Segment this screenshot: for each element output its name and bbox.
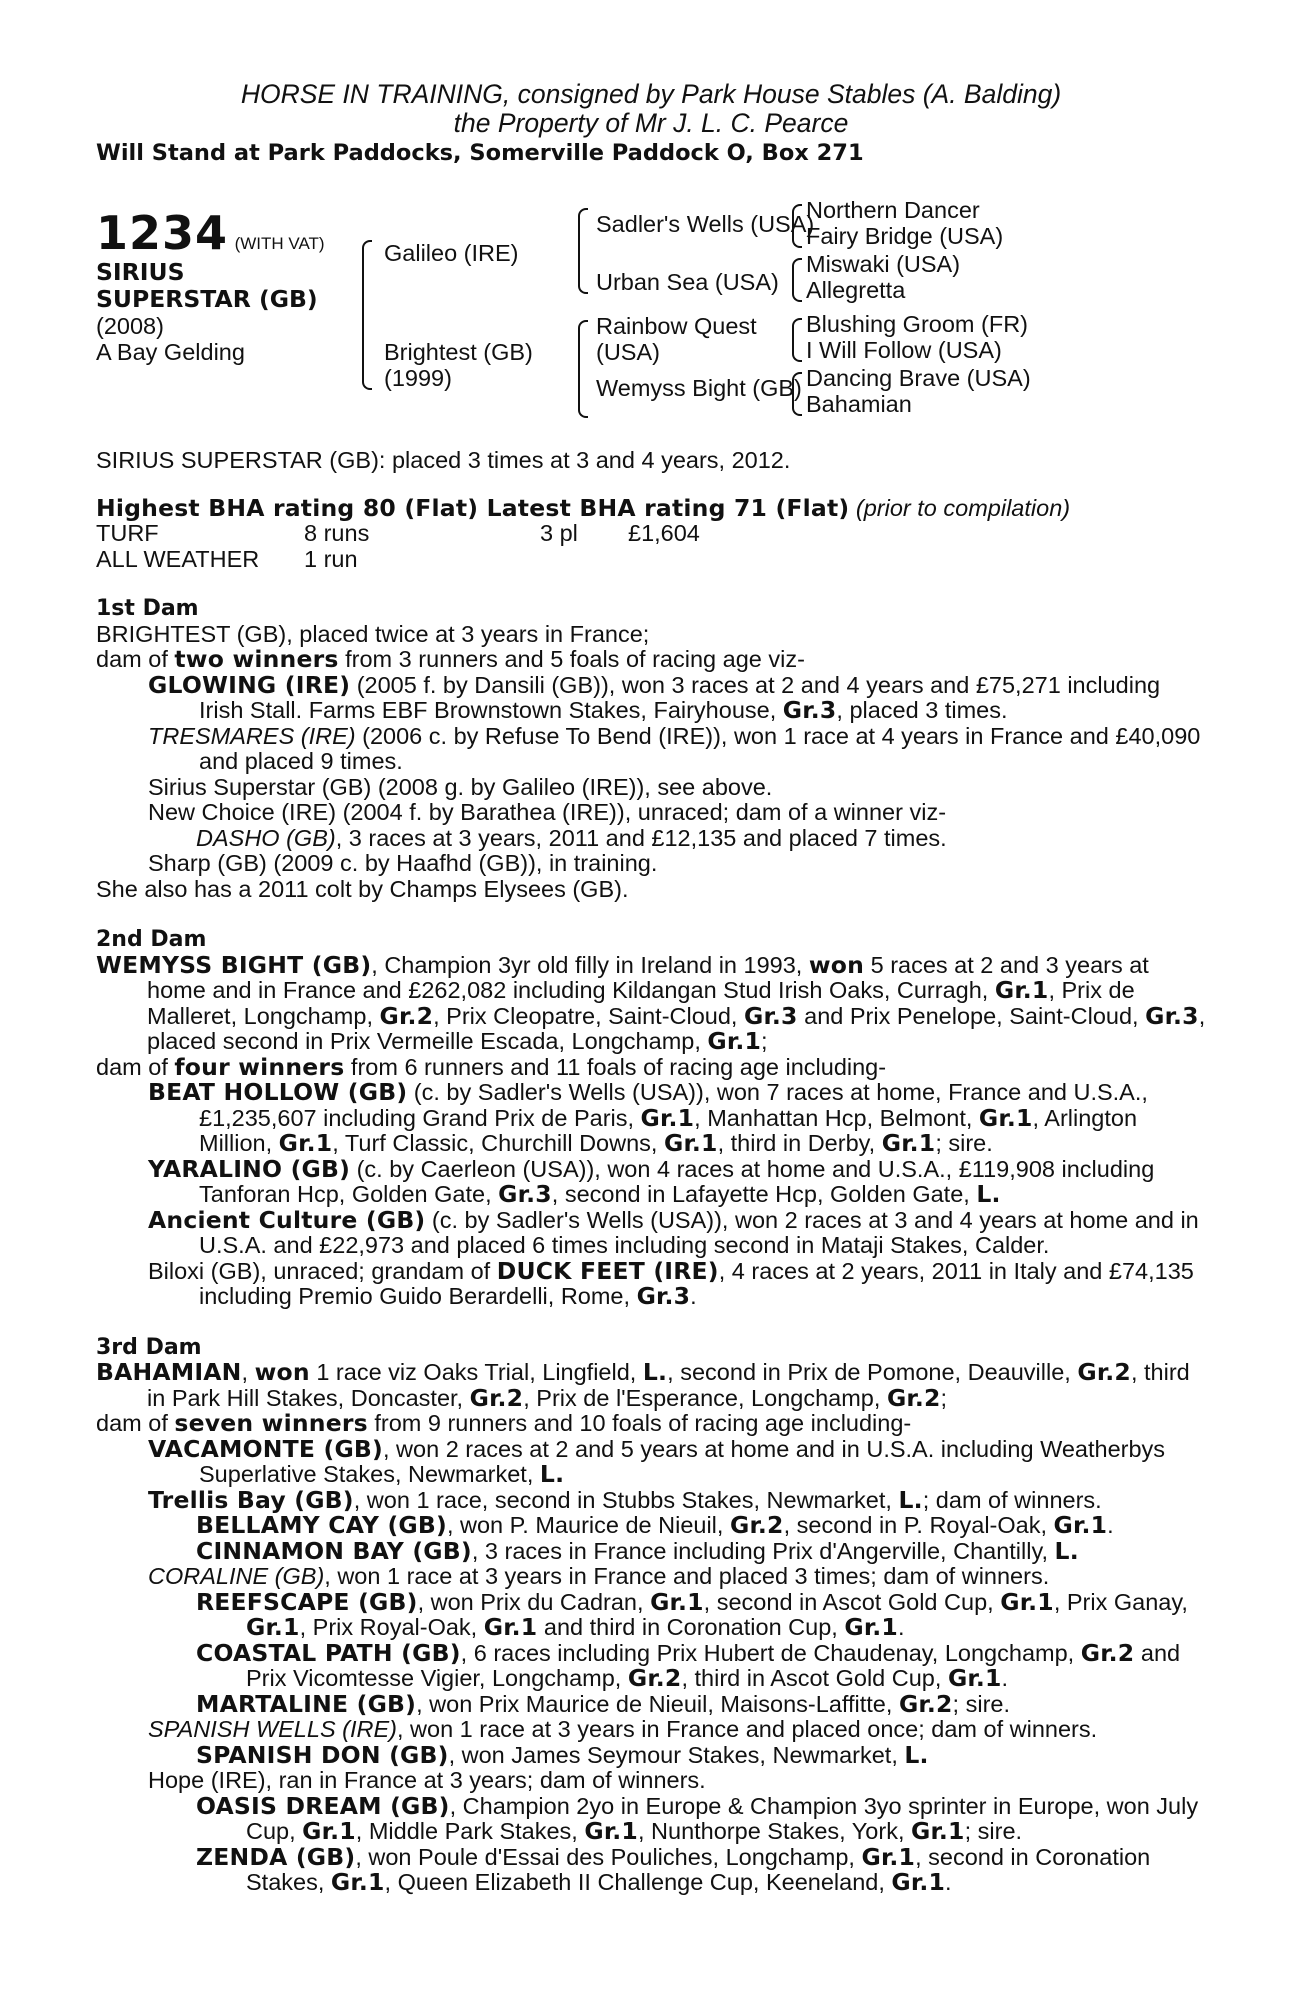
grade: Gr.1 [978, 1103, 1033, 1132]
consignor-line: HORSE IN TRAINING, consigned by Park House Stables (A. Balding) [240, 79, 1062, 109]
horse-name: VACAMONTE (GB) [148, 1434, 383, 1463]
text: . [897, 1614, 905, 1640]
horse-name-2: SUPERSTAR (GB) [96, 285, 318, 313]
produce-subentry [96, 1587, 1206, 1641]
text: , won 2 races at 2 and 5 years at home and in U.S.A. including Weatherbys Superlative Stakes, Newmarket, [199, 1435, 1166, 1487]
text: , second in Ascot Gold Cup, [703, 1588, 1001, 1615]
horse-name: Ancient Culture (GB) [148, 1205, 426, 1234]
grade: Gr.3 [743, 1001, 798, 1030]
text: 1 race viz Oaks Trial, Lingfield, [309, 1359, 643, 1385]
brace-sire [578, 208, 588, 294]
produce-entry: Hope (IRE), ran in France at 3 years; dam of winners. [148, 1767, 706, 1793]
grade: Gr.2 [627, 1664, 682, 1692]
text: . [690, 1283, 697, 1309]
grade: Gr.3 [782, 696, 837, 724]
grade: Gr.1 [911, 1817, 965, 1845]
text: , Prix Royal-Oak, [299, 1614, 484, 1640]
text: , Prix Ganay, [1053, 1588, 1188, 1615]
dam-sire-2: (USA) [596, 339, 660, 365]
text: ; [761, 1028, 768, 1054]
ped-sdd: Allegretta [806, 277, 906, 303]
horse-name: YARALINO (GB) [148, 1154, 351, 1183]
winners-count: four winners [174, 1052, 345, 1081]
produce-summary [96, 1052, 1206, 1081]
grade: Gr.1 [246, 1613, 300, 1641]
grade: Gr.2 [379, 1001, 434, 1030]
winners-count: two winners [174, 645, 339, 673]
text: , 4 races at 2 years, 2011 in Italy and £74,135 including Premio Guido Berardelli, Rome, [199, 1257, 1194, 1309]
pedigree-table [96, 198, 1206, 428]
text: , won P. Maurice de Nieuil, [446, 1512, 730, 1538]
grade: Gr.2 [886, 1383, 941, 1412]
stand-location: Will Stand at Park Paddocks, Somerville Paddock O, Box 271 [96, 140, 864, 166]
dam-dam: Wemyss Bight (GB) [596, 375, 802, 401]
rating-text: Highest BHA rating 80 (Flat) Latest BHA rating 71 (Flat) [96, 493, 850, 522]
grade: Gr.1 [278, 1129, 333, 1157]
text: , 6 races including Prix Hubert de Chaudenay, Longchamp, [460, 1639, 1081, 1666]
text: . [945, 1869, 952, 1895]
text: ; [940, 1384, 948, 1411]
horse-name-1: SIRIUS [96, 258, 185, 286]
grade: Gr.2 [1077, 1358, 1131, 1386]
produce-entry: New Choice (IRE) (2004 f. by Barathea (IRE)), unraced; dam of a winner viz- [148, 799, 947, 825]
text: from 6 runners and 11 foals of racing age including- [344, 1053, 887, 1080]
horse-name: ZENDA (GB) [196, 1842, 356, 1871]
text: , Prix de Malleret, Longchamp, [147, 977, 1135, 1029]
brace-gen1 [362, 240, 372, 390]
text: ; sire. [964, 1818, 1023, 1844]
text: , third in Park Hill Stakes, Doncaster, [147, 1359, 1190, 1411]
text: , 3 races in France including Prix d'Angerville, Chantilly, [471, 1537, 1055, 1564]
brace-ss [792, 204, 802, 248]
text: , won Prix Maurice de Nieuil, Maisons-Laffitte, [416, 1690, 899, 1717]
text: ; sire. [952, 1690, 1011, 1717]
produce-entry [96, 1434, 1206, 1488]
text: Biloxi (GB), unraced; grandam of [148, 1257, 497, 1284]
record-surface: TURF [96, 520, 159, 546]
text: and Prix Vicomtesse Vigier, Longchamp, [246, 1639, 1181, 1691]
ped-sss: Northern Dancer [806, 197, 980, 223]
text: , won Poule d'Essai des Pouliches, Longchamp, [355, 1843, 862, 1870]
record-placed: 3 pl [540, 520, 578, 546]
grade: Gr.1 [663, 1129, 718, 1157]
horse-name: MARTALINE (GB) [196, 1689, 417, 1718]
race-summary: SIRIUS SUPERSTAR (GB): placed 3 times at 3 and 4 years, 2012. [96, 447, 791, 473]
produce-entry [96, 1485, 1206, 1514]
grade: Gr.1 [707, 1027, 762, 1055]
grade: Gr.3 [498, 1180, 552, 1208]
first-dam-section [96, 596, 1206, 902]
text: , Prix de l'Esperance, Longchamp, [523, 1384, 887, 1411]
text: dam of [96, 1410, 175, 1436]
rating-block [96, 493, 1206, 573]
text: , 3 races at 3 years, 2011 and £12,135 and placed 7 times. [335, 824, 947, 851]
produce-entry [96, 1717, 1206, 1743]
lot-number-line [96, 206, 325, 260]
horse-name: Trellis Bay (GB) [148, 1485, 354, 1514]
produce-summary [96, 1411, 1206, 1437]
dam-name: BAHAMIAN [96, 1358, 242, 1386]
horse-name: BEAT HOLLOW (GB) [148, 1078, 408, 1106]
ped-ddd: Bahamian [806, 391, 912, 417]
third-dam-section [96, 1335, 1206, 1896]
text: , Champion 2yo in Europe & Champion 3yo sprinter in Europe, won July Cup, [246, 1792, 1199, 1844]
ped-ssd: Fairy Bridge (USA) [806, 223, 1004, 249]
horse-name: REEFSCAPE (GB) [196, 1587, 418, 1616]
text: , won 1 race at 3 years in France and placed 3 times; dam of winners. [324, 1563, 1050, 1589]
grade: Gr.3 [636, 1282, 691, 1310]
text: , won 1 race, second in Stubbs Stakes, Newmarket, [353, 1486, 899, 1513]
text: ; dam of winners. [922, 1486, 1102, 1513]
grade: Gr.1 [584, 1817, 638, 1845]
horse-name: SPANISH WELLS (IRE) [148, 1716, 397, 1742]
dam-record [96, 950, 1206, 1055]
rating-line [96, 493, 1206, 522]
text: , won James Seymour Stakes, Newmarket, [448, 1741, 905, 1768]
grade: Gr.1 [844, 1613, 898, 1641]
grade: Gr.1 [891, 1868, 946, 1896]
horse-name: CINNAMON BAY (GB) [196, 1536, 472, 1565]
produce-subentry [96, 1740, 1206, 1769]
lot-number: 1234 [96, 206, 229, 260]
record-row-turf [96, 521, 1206, 547]
text: dam of [96, 646, 175, 672]
rating-note: (prior to compilation) [855, 494, 1071, 521]
horse-name: DUCK FEET (IRE) [496, 1256, 719, 1285]
grade: Gr.1 [1000, 1587, 1054, 1616]
grade: Gr.2 [729, 1511, 784, 1539]
dam-intro: BRIGHTEST (GB), placed twice at 3 years in France; [96, 620, 650, 647]
dam-year: (1999) [384, 365, 452, 391]
produce-entry [96, 1564, 1206, 1590]
text: , third in Ascot Gold Cup, [681, 1665, 948, 1691]
won: won [808, 950, 865, 979]
grade: L. [976, 1180, 1001, 1208]
text: (2005 f. by Dansili (GB)), won 3 races at 2 and 4 years and £75,271 including Irish Stall. Farms EBF Brownstown Stakes, Fairyhouse, [199, 671, 1161, 723]
text: from 9 runners and 10 foals of racing age including- [367, 1410, 912, 1436]
text: . [1001, 1665, 1009, 1691]
produce-entry [96, 1205, 1206, 1259]
text: and Prix Penelope, Saint-Cloud, [797, 1002, 1146, 1029]
horse-name: SPANISH DON (GB) [196, 1740, 449, 1769]
vat-label: (WITH VAT) [234, 234, 325, 253]
ped-dss: Blushing Groom (FR) [806, 311, 1028, 337]
grade: Gr.1 [650, 1587, 704, 1616]
text: , Queen Elizabeth II Challenge Cup, Keeneland, [384, 1869, 892, 1895]
record-row-aw [96, 547, 1206, 573]
ped-dds: Dancing Brave (USA) [806, 365, 1031, 391]
horse-name: OASIS DREAM (GB) [196, 1791, 450, 1820]
text: , second in Lafayette Hcp, Golden Gate, [551, 1181, 977, 1207]
text: dam of [96, 1053, 175, 1080]
produce-entry: Sharp (GB) (2009 c. by Haafhd (GB)), in training. [148, 850, 658, 876]
ped-dsd: I Will Follow (USA) [806, 337, 1002, 363]
record-runs: 8 runs [304, 520, 370, 546]
grade: Gr.1 [302, 1817, 356, 1845]
text: . [1107, 1512, 1114, 1538]
text: , placed 3 times. [836, 697, 1008, 723]
dam-sire-1: Rainbow Quest [596, 313, 757, 339]
brace-sd [792, 258, 802, 302]
grade: L. [642, 1358, 668, 1386]
second-dam-section [96, 927, 1206, 1310]
text: , placed second in Prix Vermeille Escada, Longchamp, [147, 1002, 1206, 1054]
horse-name: GLOWING (IRE) [148, 670, 351, 699]
won: won [254, 1358, 310, 1386]
grade: Gr.1 [994, 976, 1049, 1004]
produce-summary [96, 647, 1206, 673]
horse-name: CORALINE (GB) [148, 1563, 325, 1589]
produce-entry [96, 670, 1206, 724]
produce-subentry [96, 1791, 1206, 1845]
horse-name: DASHO (GB) [196, 824, 336, 851]
produce-subentry [96, 1842, 1206, 1896]
horse-name: COASTAL PATH (GB) [196, 1638, 461, 1667]
produce-subentry [96, 1638, 1206, 1692]
sire-sire: Sadler's Wells (USA) [596, 211, 815, 237]
grade: Gr.2 [1080, 1638, 1135, 1667]
text: , Arlington Million, [199, 1104, 1138, 1156]
record-earnings: £1,604 [628, 520, 700, 546]
grade: Gr.1 [861, 1842, 916, 1871]
closing-note: She also has a 2011 colt by Champs Elysees (GB). [96, 875, 629, 902]
text: and third in Coronation Cup, [537, 1614, 845, 1640]
grade: L. [1054, 1536, 1079, 1565]
section-heading: 3rd Dam [96, 1334, 202, 1360]
horse-name: TRESMARES (IRE) [148, 722, 356, 749]
text: , Turf Classic, Churchill Downs, [332, 1130, 664, 1156]
grade: Gr.2 [469, 1383, 524, 1412]
text: 5 races at 2 and 3 years at home and in France and £262,082 including Kildangan Stud Irish Oaks, Curragh, [147, 951, 1149, 1003]
dam-record: BAHAMIAN, won 1 race viz Oaks Trial, Lingfield, L., second in Prix de Pomone, Deauville, Gr.2, third in Park Hill Stakes, Doncaster, Gr.2, Prix de l'Esperance, Longchamp, Gr.2; [96, 1358, 1190, 1412]
brace-ds [792, 318, 802, 362]
grade: L. [539, 1460, 565, 1488]
record-surface: ALL WEATHER [96, 545, 260, 572]
produce-subentry [96, 826, 1206, 852]
section-heading: 1st Dam [96, 596, 199, 621]
ped-sds: Miswaki (USA) [806, 251, 961, 277]
produce-subentry [96, 1513, 1206, 1539]
property-line: the Property of Mr J. L. C. Pearce [453, 108, 849, 138]
text: ; sire. [935, 1130, 993, 1156]
text: , second in P. Royal-Oak, [783, 1512, 1054, 1538]
grade: Gr.1 [1053, 1511, 1108, 1539]
text: (c. by Sadler's Wells (USA)), won 2 races at 3 and 4 years at home and in U.S.A. and £22,973 and placed 6 times including second in Mataji Stakes, Calder. [199, 1206, 1199, 1258]
text: (c. by Caerleon (USA)), won 4 races at home and U.S.A., £119,908 including Tanforan Hcp, Golden Gate, [199, 1155, 1155, 1207]
brace-dd [792, 372, 802, 416]
sire-dam: Urban Sea (USA) [596, 269, 779, 295]
grade: Gr.1 [640, 1103, 695, 1132]
text: , third in Derby, [717, 1130, 882, 1156]
dam-name: Brightest (GB) [384, 339, 533, 365]
sire-name: Galileo (IRE) [384, 240, 519, 266]
produce-entry [96, 1256, 1206, 1310]
foal-year: (2008) [96, 313, 164, 339]
record-runs: 1 run [304, 545, 358, 572]
produce-subentry [96, 1536, 1206, 1565]
text: , second in Prix de Pomone, Deauville, [667, 1359, 1078, 1385]
grade: L. [898, 1485, 923, 1514]
brace-dam [578, 320, 588, 418]
text: , Nunthorpe Stakes, York, [637, 1818, 911, 1844]
text: (2006 c. by Refuse To Bend (IRE)), won 1 race at 4 years in France and £40,090 and placed 9 times. [199, 722, 1201, 774]
grade: Gr.1 [483, 1613, 538, 1641]
grade: Gr.3 [1145, 1001, 1199, 1030]
horse-name: BELLAMY CAY (GB) [196, 1511, 447, 1539]
produce-entry [96, 724, 1206, 775]
text: , won Prix du Cadran, [417, 1588, 651, 1615]
section-heading: 2nd Dam [96, 927, 207, 952]
text: from 3 runners and 5 foals of racing age viz- [338, 646, 805, 672]
text: (c. by Sadler's Wells (USA)), won 7 races at home, France and U.S.A., £1,235,607 including Grand Prix de Paris, [199, 1079, 1148, 1131]
text: , won 1 race at 3 years in France and placed once; dam of winners. [396, 1716, 1098, 1742]
produce-subentry [96, 1689, 1206, 1718]
text: , Champion 3yr old filly in Ireland in 1993, [371, 951, 809, 978]
produce-entry [96, 1154, 1206, 1208]
winners-count: seven winners [174, 1409, 368, 1437]
grade: Gr.1 [947, 1664, 1002, 1692]
grade: L. [904, 1740, 929, 1769]
text: , Middle Park Stakes, [355, 1818, 585, 1844]
grade: Gr.1 [881, 1129, 936, 1157]
text: , Prix Cleopatre, Saint-Cloud, [433, 1002, 744, 1029]
catalogue-page [96, 80, 1206, 1896]
produce-entry [96, 1080, 1206, 1157]
grade: Gr.2 [898, 1689, 953, 1718]
produce-entry: Sirius Superstar (GB) (2008 g. by Galileo (IRE)), see above. [148, 773, 773, 800]
text: , Manhattan Hcp, Belmont, [694, 1104, 979, 1131]
horse-description: A Bay Gelding [96, 339, 245, 365]
grade: Gr.1 [330, 1868, 385, 1896]
text: , second in Coronation Stakes, [246, 1843, 1151, 1895]
dam-name: WEMYSS BIGHT (GB) [96, 950, 372, 979]
